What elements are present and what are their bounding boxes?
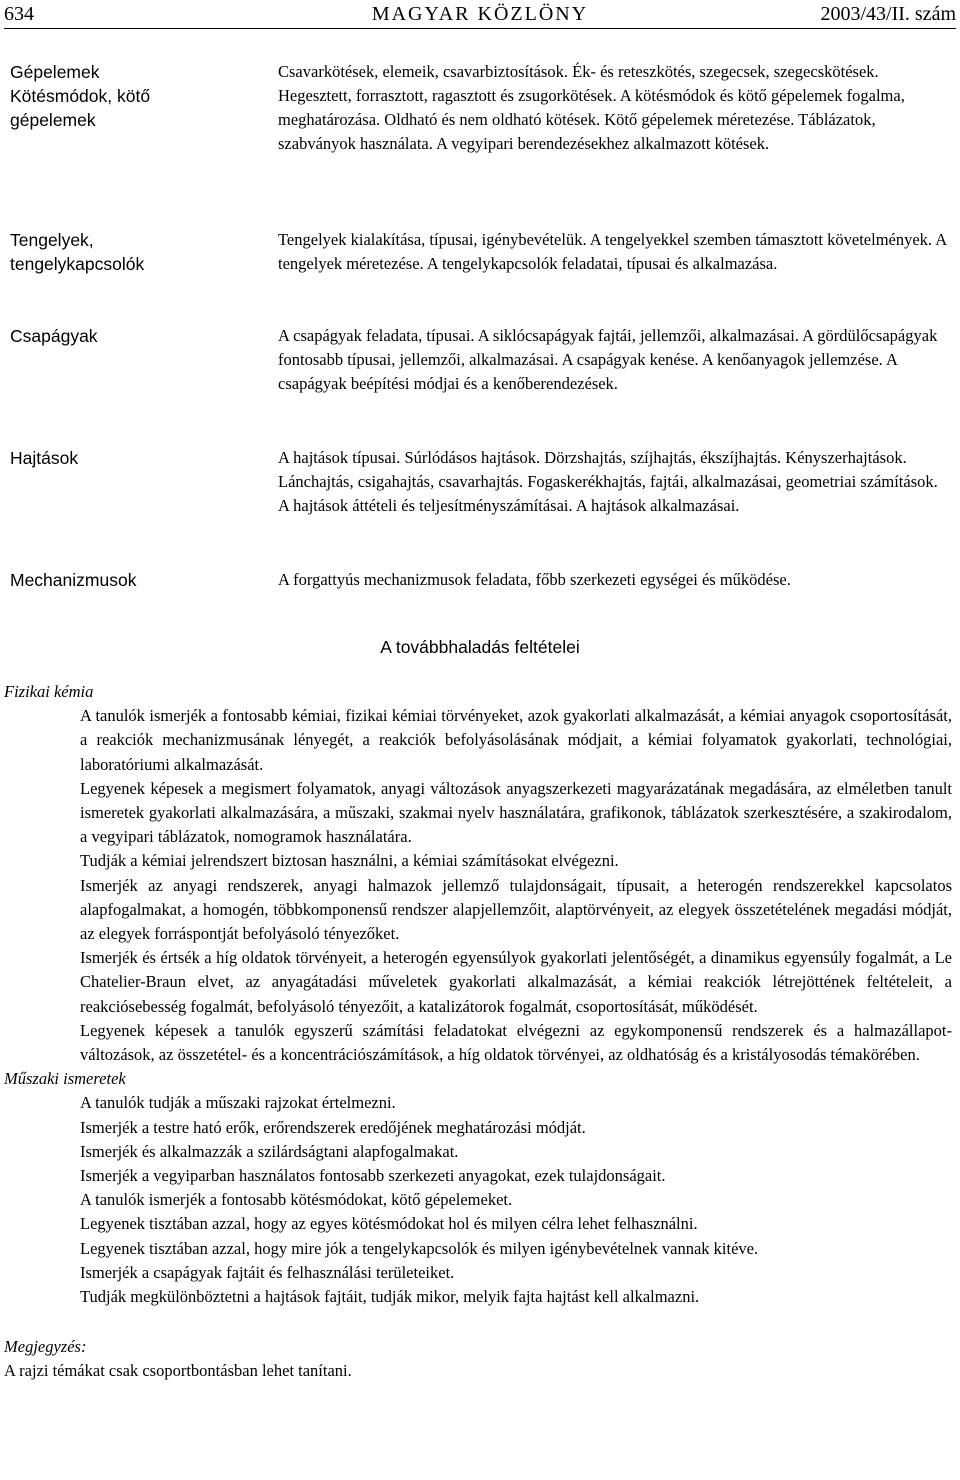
paragraph: Ismerjék a testre ható erők, erőrendszerek eredőjének meghatározási módját. <box>80 1117 586 1137</box>
topic-description: Csavarkötések, elemeik, csavarbiztosítások. Ék- és reteszkötés, szegecsek, szegecskötések. Hegesztett, forrasztott, ragasztott és zsugorkötések. A kötésmódok és kötő gépelemek fogalma, meghatározása. Oldható és nem oldható kötések. Kötő gépelemek méretezése. Táblázatok, szabványok használata. A vegyipari berendezésekhez alkalmazott kötések. <box>278 62 905 153</box>
topic-name-line: Hajtások <box>10 448 79 468</box>
paragraph: Ismerjék az anyagi rendszerek, anyagi halmazok jellemző tulajdonságait, típusait, a heterogén rendszerekkel kapcsolatos alapfogalmakat, a homogén, többkomponensű rendszer alapjellemzőit, alaptörvényeit, az elegyek összetételének megadási módját, az elegyek forráspontját befolyásoló tényezőket. <box>80 875 952 944</box>
paragraph: Legyenek tisztában azzal, hogy az egyes kötésmódokat hol és milyen célra lehet felhasználni. <box>80 1214 698 1234</box>
topic-table <box>10 60 950 596</box>
paragraph: Legyenek képesek a tanulók egyszerű számítási feladatokat elvégezni az egykomponensű rendszerek és a halmazállapot-változások, az összetétel- és a koncentrációszámítások, a híg oldatok törvényei, az oldhatóság és a kristályosodás témakörében. <box>80 1020 952 1065</box>
topic-name-line: Tengelyek, <box>10 230 94 250</box>
page-header <box>4 2 956 29</box>
subsection-heading: Műszaki ismeretek <box>4 1069 126 1089</box>
topic-name <box>10 228 278 324</box>
topic-row <box>10 324 950 446</box>
topic-name-line: tengelykapcsolók <box>10 254 145 274</box>
note-heading: Megjegyzés: <box>4 1337 87 1357</box>
topic-name-line: gépelemek <box>10 110 96 130</box>
topic-name <box>10 568 278 596</box>
topic-description: A csapágyak feladata, típusai. A siklócsapágyak fajtái, jellemzői, alkalmazásai. A gördülőcsapágyak fontosabb típusai, jellemzői, alkalmazásai. A csapágyak kenése. A kenőanyagok jellemzése. A csapágyak beépítési módjai és a kenőberendezések. <box>278 326 938 393</box>
paragraph: A tanulók tudják a műszaki rajzokat értelmezni. <box>80 1093 396 1113</box>
topic-description: Tengelyek kialakítása, típusai, igénybevételük. A tengelyekkel szemben támasztott követelmények. A tengelyek méretezése. A tengelykapcsolók feladatai, típusai és alkalmazása. <box>278 230 947 273</box>
paragraph: Ismerjék és értsék a híg oldatok törvényeit, a heterogén egyensúlyok gyakorlati jelentőségét, a dinamikus egyensúly fogalmát, a Le Chatelier-Braun elvet, az anyagátadási műveletek gyakorlati alkalmazását, a kémiai reakciók létrejöttének feltételeit, a reakciósebesség fogalmát, befolyásoló tényezőit, a katalizátorok fogalmát, csoportosítását, működését. <box>80 948 952 1016</box>
topic-name-line: Csapágyak <box>10 326 98 346</box>
journal-title: MAGYAR KÖZLÖNY <box>371 3 589 25</box>
paragraph: Ismerjék és alkalmazzák a szilárdságtani alapfogalmakat. <box>80 1141 459 1161</box>
paragraph: Tudják a kémiai jelrendszert biztosan használni, a kémiai számításokat elvégezni. <box>80 851 619 871</box>
topic-name <box>10 446 278 568</box>
topic-row <box>10 446 950 568</box>
paragraph: A tanulók ismerjék a fontosabb kémiai, fizikai kémiai törvényeket, azok gyakorlati alkalmazását, a kémiai anyagok csoportosítását, a reakciók mechanizmusának lényegét, a reakciók befolyásolásának módjait, a kémiai folyamatok gyakorlati, technológiai, laboratóriumi alkalmazását. <box>80 706 952 774</box>
section-title: A továbbhaladás feltételei <box>380 637 580 657</box>
paragraph: Ismerjék a csapágyak fajtáit és felhasználási területeiket. <box>80 1262 455 1282</box>
topic-name <box>10 324 278 446</box>
paragraph: A tanulók ismerjék a fontosabb kötésmódokat, kötő gépelemeket. <box>80 1190 513 1210</box>
topic-name-line: Gépelemek <box>10 62 100 82</box>
topic-name-line: Kötésmódok, kötő <box>10 86 151 106</box>
topic-row <box>10 228 950 324</box>
topic-name-line: Mechanizmusok <box>10 570 137 590</box>
paragraph: Legyenek tisztában azzal, hogy mire jók a tengelykapcsolók és milyen igénybevételnek vannak kitéve. <box>80 1238 759 1258</box>
requirements-body <box>4 680 952 1384</box>
paragraph: Legyenek képesek a megismert folyamatok, anyagi változások anyagszerkezeti magyarázatának megadására, az elméletben tanult ismeretek gyakorlati alkalmazására, a műszaki, szakmai nyelv használatára, grafikonok, táblázatok szerkesztésére, a szakirodalom, a vegyipari táblázatok, nomogramok használatára. <box>80 778 952 847</box>
note-text: A rajzi témákat csak csoportbontásban lehet tanítani. <box>4 1361 352 1381</box>
subsection-heading: Fizikai kémia <box>4 682 94 701</box>
page-number: 634 <box>4 3 34 25</box>
topic-row <box>10 568 950 596</box>
topic-row <box>10 60 950 228</box>
topic-description: A hajtások típusai. Súrlódásos hajtások. Dörzshajtás, szíjhajtás, ékszíjhajtás. Kényszerhajtások. Lánchajtás, csigahajtás, csavarhajtás. Fogaskerékhajtás, fajtái, alkalmazásai, geometriai számítások. A hajtások áttételi és teljesítményszámításai. A hajtások alkalmazásai. <box>278 448 938 515</box>
topic-description: A forgattyús mechanizmusok feladata, főbb szerkezeti egységei és működése. <box>278 570 791 589</box>
paragraph: Ismerjék a vegyiparban használatos fontosabb szerkezeti anyagokat, ezek tulajdonságait. <box>80 1166 666 1186</box>
topic-name <box>10 60 278 228</box>
issue-number: 2003/43/II. szám <box>820 3 956 25</box>
paragraph: Tudják megkülönböztetni a hajtások fajtáit, tudják mikor, melyik fajta hajtást kell alkalmazni. <box>80 1287 700 1307</box>
